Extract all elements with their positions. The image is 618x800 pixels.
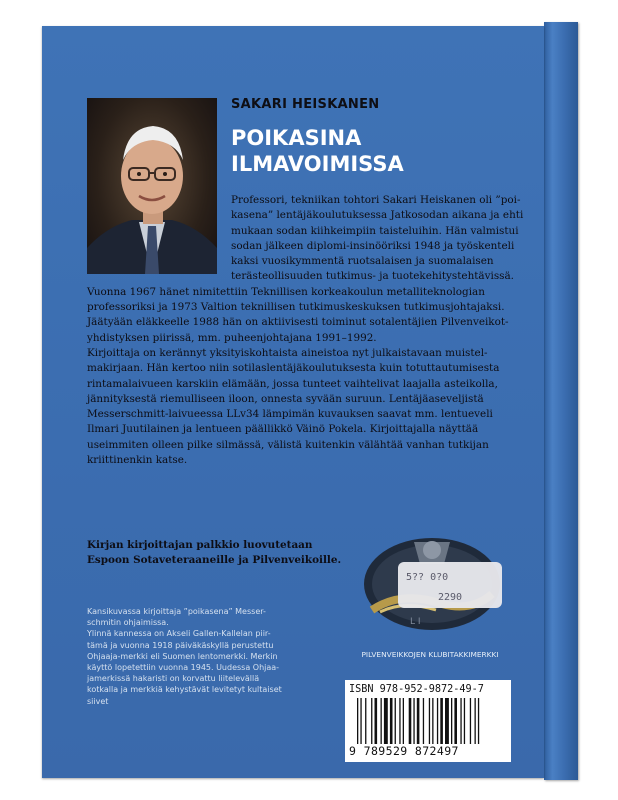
barcode-bar [381, 698, 382, 744]
barcode-bar [413, 698, 414, 744]
caption-line: käyttö lopetettiin vuonna 1945. Uudessa Ohjaa- [87, 663, 280, 673]
club-badge-image [352, 520, 508, 638]
barcode-bar [365, 698, 366, 744]
text-line: Ilmari Juutilainen ja lentueen päällikkö Väinö Pokela. Kirjoittajalla näyttää [87, 423, 479, 436]
royalty-note [87, 538, 342, 568]
barcode-bar [357, 698, 358, 744]
barcode-number: 9 789529 872497 [349, 744, 459, 758]
author-name: SAKARI HEISKANEN [231, 97, 380, 112]
caption-line: Kansikuvassa kirjoittaja ”poikasena” Messer- [87, 607, 266, 616]
svg-text:L I: L I [410, 617, 421, 627]
text-line: kaksi vuosikymmentä ruotsalaisen ja suomalaisen [231, 255, 494, 268]
barcode-bar [375, 698, 378, 744]
text-line: kasena” lentäjäkoulutuksessa Jatkosodan aikana ja ehti [231, 209, 524, 222]
barcode-bar [460, 698, 461, 744]
barcode-bar [403, 698, 404, 744]
caption-line: kotkalla ja merkkiä kehystävät levitetyt kultaiset [87, 685, 282, 695]
royalty-line: Espoon Sotaveteraaneille ja Pilvenveikoille. [87, 554, 342, 566]
text-line: kriittinenkin katse. [87, 454, 188, 467]
description-paragraph-1 [87, 193, 524, 346]
barcode-bar [429, 698, 430, 744]
barcode-bar [478, 698, 479, 744]
barcode-bar [464, 698, 465, 744]
barcode-bar [399, 698, 400, 744]
barcode-bar [451, 698, 452, 744]
text-line: terästeollisuuden tutkimus- ja tuotekehitystehtävissä. [231, 270, 514, 283]
book-description [87, 193, 524, 468]
barcode-bar [440, 698, 443, 744]
caption-line: siivet [87, 696, 109, 706]
barcode-bar [360, 698, 361, 744]
price-sticker [398, 562, 502, 608]
isbn-label: ISBN 978-952-9872-49-7 [349, 684, 484, 695]
text-line: rintamalaivueen karskiin elämään, jossa tunteet vaihtelivat laajalla asteikolla, [87, 377, 498, 390]
text-line: makirjaan. Hän kertoo niin sotilaslentäjäkoulutuksesta kuin totuttautumisesta [87, 362, 500, 375]
text-line: mukaan sodan kiihkeimpiin taisteluihin. Hän valmistui [231, 224, 519, 237]
barcode-bar [423, 698, 424, 744]
barcode-bar [409, 698, 412, 744]
text-line: jännityksestä riemulliseen iloon, onnesta syvään suruun. Lentäjäaseveljistä [87, 392, 484, 405]
isbn-barcode-box [345, 680, 511, 762]
barcode-bar [437, 698, 438, 744]
barcode-bar [432, 698, 433, 744]
badge-caption: PILVENVEIKKOJEN KLUBITAKKIMERKKI [361, 650, 499, 659]
caption-line: Ohjaaja-merkki eli Suomen lentomerkki. Merkin [87, 651, 278, 661]
caption-line: Ylinnä kannessa on Akseli Gallen-Kallelan piir- [87, 629, 271, 639]
barcode-bar [445, 698, 449, 744]
text-line: Kirjoittaja on kerännyt yksityiskohtaista aineistoa nyt julkaistavaan muistel- [87, 346, 488, 359]
barcode-bar [395, 698, 396, 744]
barcode-bar [470, 698, 471, 744]
text-line: yhdistyksen piirissä, mm. puheenjohtajana 1991–1992. [87, 331, 377, 344]
barcode-bar [371, 698, 372, 744]
book-spine [544, 22, 578, 780]
barcode-bar [417, 698, 420, 744]
text-line: Professori, tekniikan tohtori Sakari Heiskanen oli ”poi- [231, 194, 521, 206]
text-line: Jäätyään eläkkeelle 1988 hän on aktiivisesti toiminut sotalentäjien Pilvenveikot- [87, 316, 509, 329]
price-sticker-line: 5?? 0?0 [406, 572, 449, 583]
book-title [231, 125, 404, 177]
description-paragraph-2 [87, 346, 512, 468]
caption-line: jamerkissä hakaristi on korvattu liitelevällä [87, 674, 260, 684]
barcode-bar [390, 698, 393, 744]
caption-line: tämä ja vuonna 1918 päiväkäskyllä perustettu [87, 640, 274, 650]
cover-image-caption [87, 606, 317, 707]
barcode-bar [475, 698, 476, 744]
royalty-line: Kirjan kirjoittajan palkkio luovutetaan [87, 539, 313, 551]
caption-line: schmitin ohjaimissa. [87, 618, 169, 628]
text-line: useimmiten olleen pilke silmässä, välistä kuitenkin välähtää vanhan tutkijan [87, 438, 489, 451]
barcode-bar [454, 698, 457, 744]
text-line: Vuonna 1967 hänet nimitettiin Teknillisen korkeakoulun metalliteknologian [87, 285, 485, 298]
barcode-icon [357, 698, 503, 744]
price-sticker-line: 2290 [438, 592, 463, 603]
book-title-line: POIKASINA [231, 126, 362, 150]
text-line: sodan jälkeen diplomi-insinööriksi 1948 ja työskenteli [231, 239, 515, 252]
barcode-bar [384, 698, 388, 744]
book-title-line: ILMAVOIMISSA [231, 152, 404, 176]
text-line: Messerschmitt-laivueessa LLv34 lämpimän kuvauksen saavat mm. lentueveli [87, 408, 493, 421]
text-line: professoriksi ja 1973 Valtion teknillisen tutkimuskeskuksen tutkimusjohtajaksi. [87, 301, 505, 314]
